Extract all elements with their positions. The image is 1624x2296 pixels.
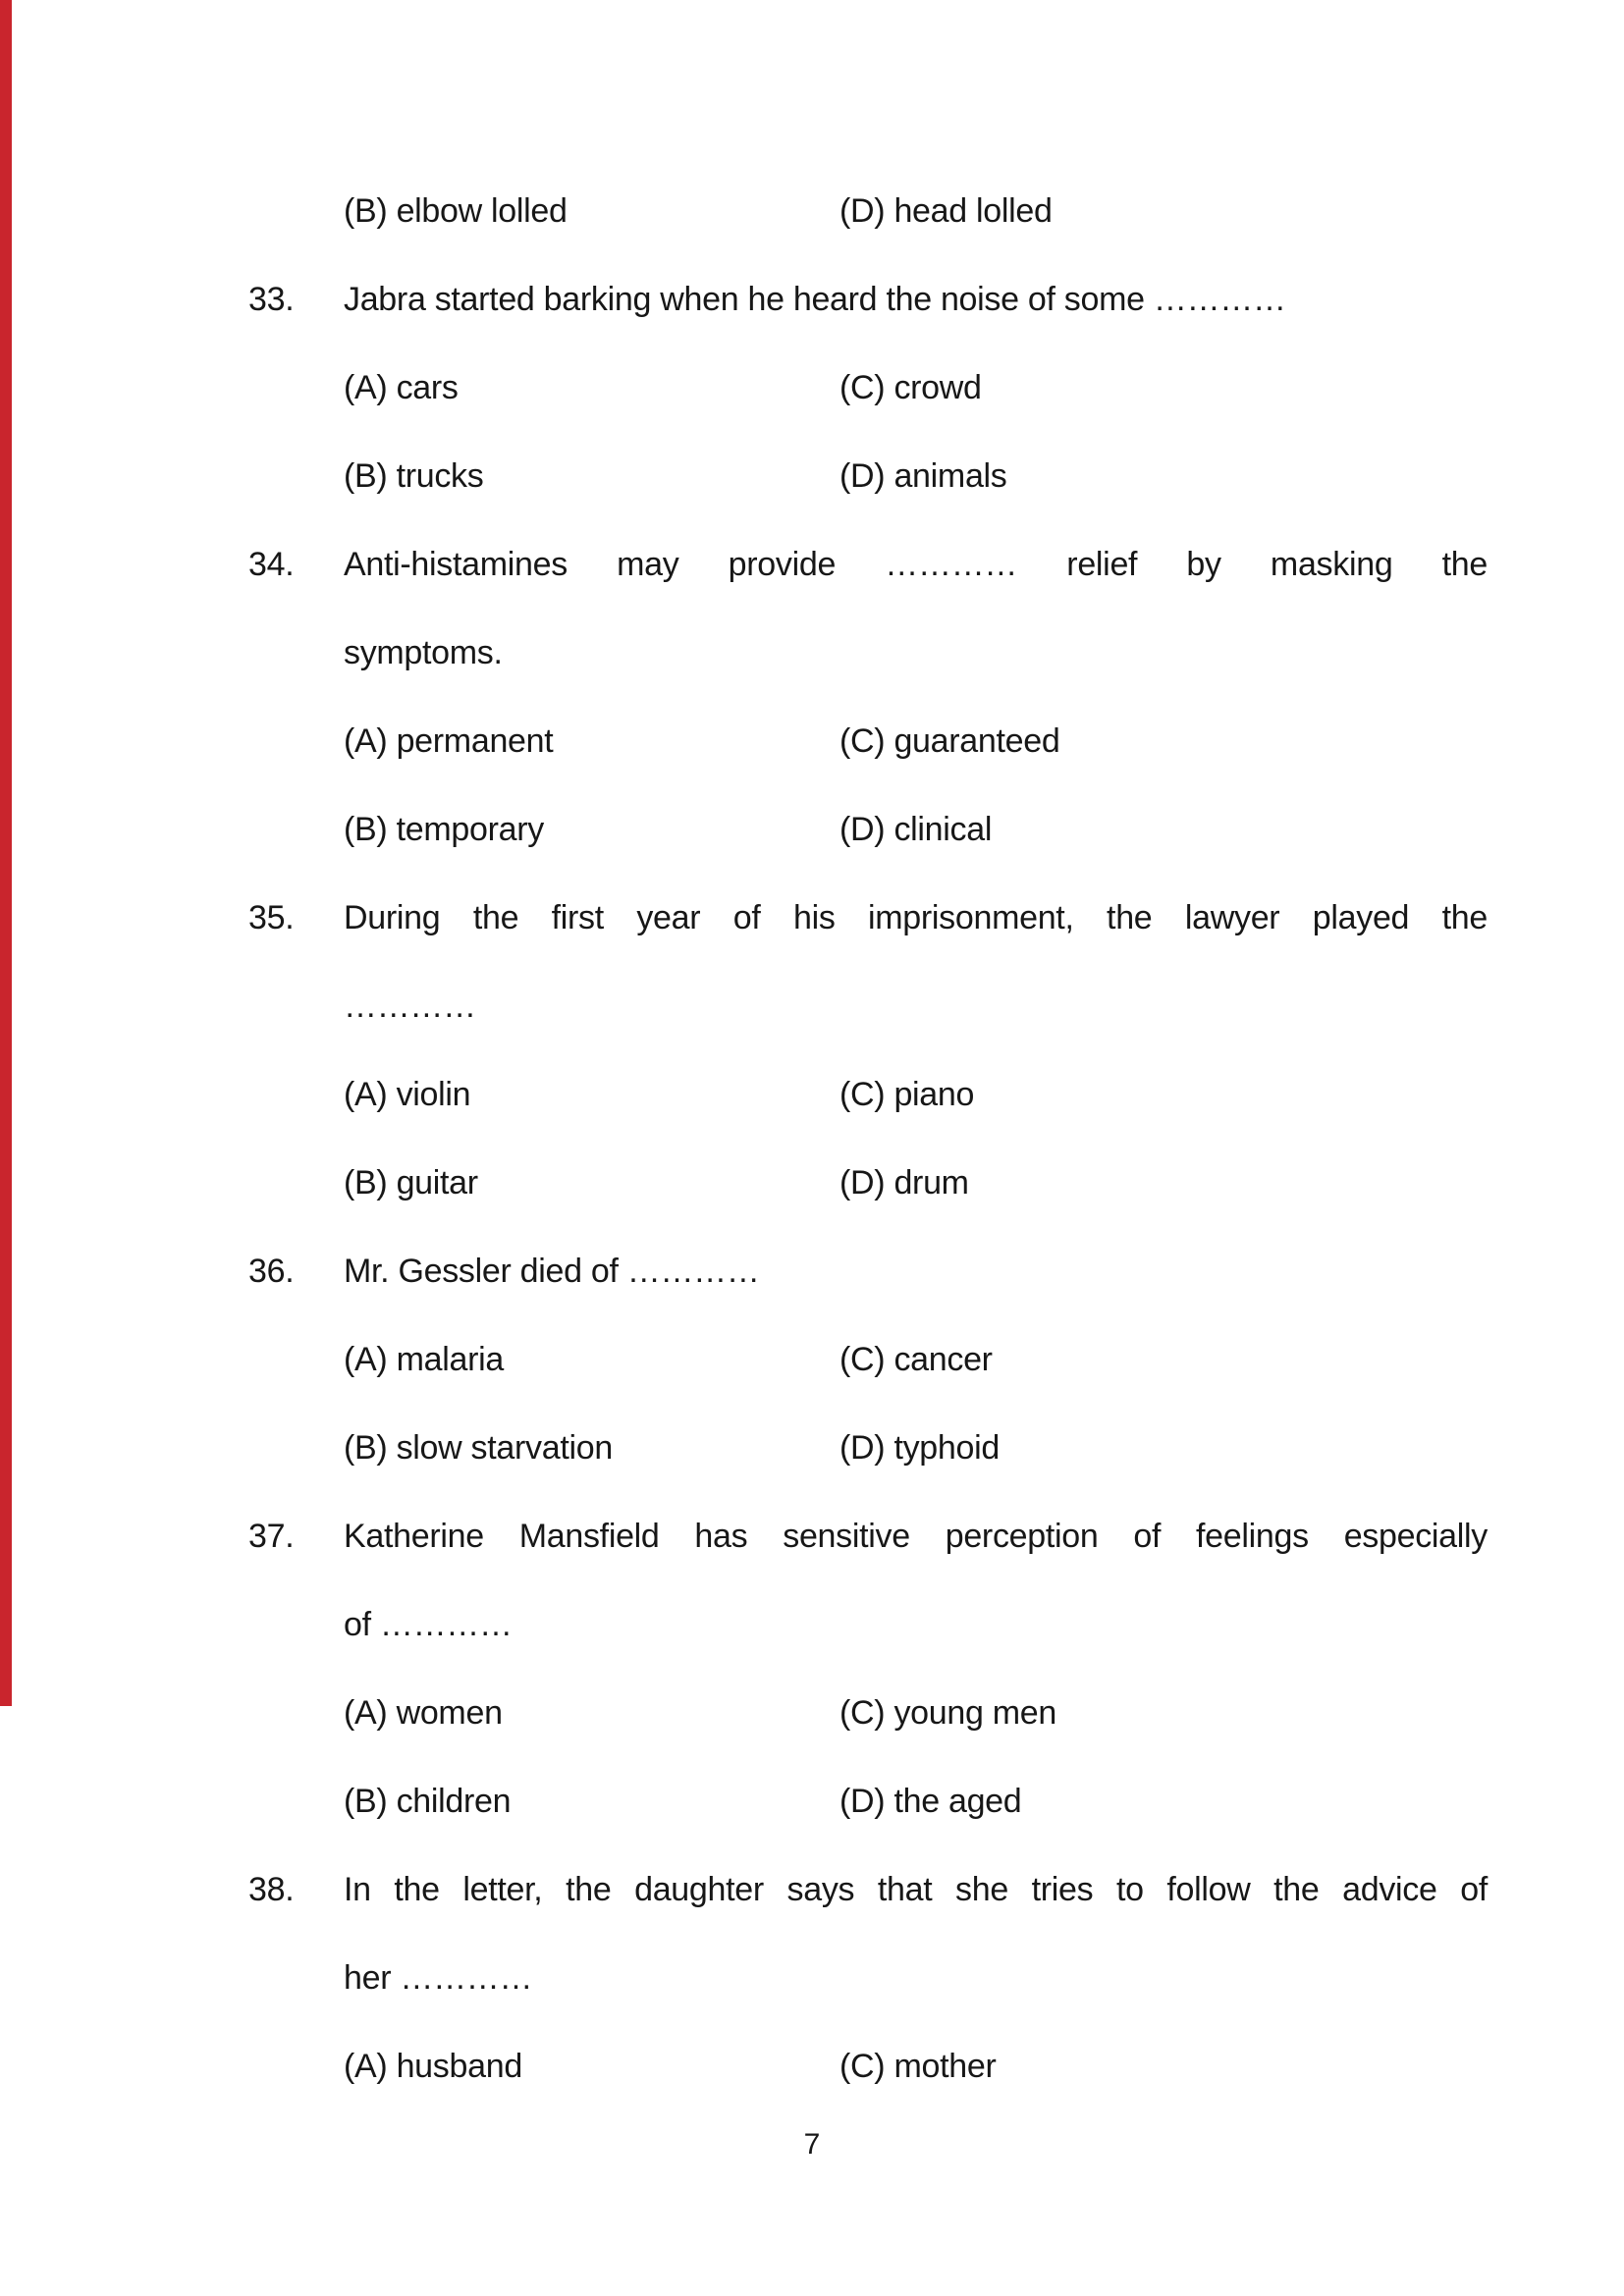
option-a: (A) permanent xyxy=(344,722,554,760)
option-row xyxy=(248,344,1488,432)
option-c: (C) mother xyxy=(839,2048,997,2085)
question-35 xyxy=(248,874,1488,1227)
question-33 xyxy=(248,255,1488,520)
question-stem-line: her ………… xyxy=(344,1959,533,1997)
exam-page-content xyxy=(248,167,1488,2110)
option-a: (A) husband xyxy=(344,2048,522,2085)
option-c: (C) crowd xyxy=(839,369,982,406)
option-d: (D) drum xyxy=(839,1164,969,1201)
question-stem-line: Jabra started barking when he heard the noise of some ………… xyxy=(344,281,1286,318)
option-b: (B) guitar xyxy=(344,1164,478,1201)
question-stem-line: In the letter, the daughter says that she tries to follow the advice of xyxy=(344,1871,1488,1908)
question-stem-row xyxy=(248,1227,1488,1315)
question-36 xyxy=(248,1227,1488,1492)
option-b: (B) temporary xyxy=(344,811,544,848)
question-stem-continuation xyxy=(248,962,1488,1050)
option-d: (D) animals xyxy=(839,457,1007,495)
question-stem-line: Anti-histamines may provide ………… relief by masking the xyxy=(344,546,1488,583)
option-row xyxy=(248,432,1488,520)
option-row xyxy=(248,1404,1488,1492)
question-34 xyxy=(248,520,1488,874)
question-stem-line: ………… xyxy=(344,988,476,1025)
option-b: (B) trucks xyxy=(344,457,484,495)
option-row xyxy=(248,1757,1488,1845)
option-d: (D) typhoid xyxy=(839,1429,1000,1467)
question-stem-line: of ………… xyxy=(344,1606,513,1643)
left-margin-accent-bar xyxy=(0,0,12,1706)
question-number: 34. xyxy=(248,546,295,583)
option-row xyxy=(248,1050,1488,1139)
option-c: (C) cancer xyxy=(839,1341,993,1378)
option-row xyxy=(248,2022,1488,2110)
option-d: (D) clinical xyxy=(839,811,993,848)
option-c: (C) young men xyxy=(839,1694,1056,1732)
carryover-option-row xyxy=(248,167,1488,255)
option-c: (C) piano xyxy=(839,1076,975,1113)
question-number: 33. xyxy=(248,281,295,318)
option-row xyxy=(248,1315,1488,1404)
option-row xyxy=(248,697,1488,785)
option-d: (D) head lolled xyxy=(839,192,1053,230)
question-stem-continuation xyxy=(248,1580,1488,1669)
option-row xyxy=(248,1669,1488,1757)
question-stem-row xyxy=(248,255,1488,344)
question-stem-continuation xyxy=(248,609,1488,697)
question-stem-line: Katherine Mansfield has sensitive perception of feelings especially xyxy=(344,1518,1488,1555)
option-row xyxy=(248,785,1488,874)
question-number: 36. xyxy=(248,1253,295,1290)
option-d: (D) the aged xyxy=(839,1783,1022,1820)
page-number: 7 xyxy=(803,2128,821,2161)
option-b: (B) children xyxy=(344,1783,512,1820)
option-b: (B) slow starvation xyxy=(344,1429,613,1467)
question-stem-row xyxy=(248,1492,1488,1580)
question-stem-row xyxy=(248,874,1488,962)
option-row xyxy=(248,1139,1488,1227)
option-c: (C) guaranteed xyxy=(839,722,1060,760)
question-number: 38. xyxy=(248,1871,295,1908)
option-a: (A) malaria xyxy=(344,1341,504,1378)
question-stem-line: symptoms. xyxy=(344,634,503,671)
option-a: (A) cars xyxy=(344,369,459,406)
option-b: (B) elbow lolled xyxy=(344,192,568,230)
question-37 xyxy=(248,1492,1488,1845)
question-stem-continuation xyxy=(248,1934,1488,2022)
option-a: (A) violin xyxy=(344,1076,471,1113)
question-stem-line: During the first year of his imprisonment, the lawyer played the xyxy=(344,899,1488,936)
question-stem-row xyxy=(248,520,1488,609)
question-stem-row xyxy=(248,1845,1488,1934)
question-number: 37. xyxy=(248,1518,295,1555)
option-a: (A) women xyxy=(344,1694,503,1732)
question-stem-line: Mr. Gessler died of ………… xyxy=(344,1253,760,1290)
question-38 xyxy=(248,1845,1488,2110)
question-number: 35. xyxy=(248,899,295,936)
